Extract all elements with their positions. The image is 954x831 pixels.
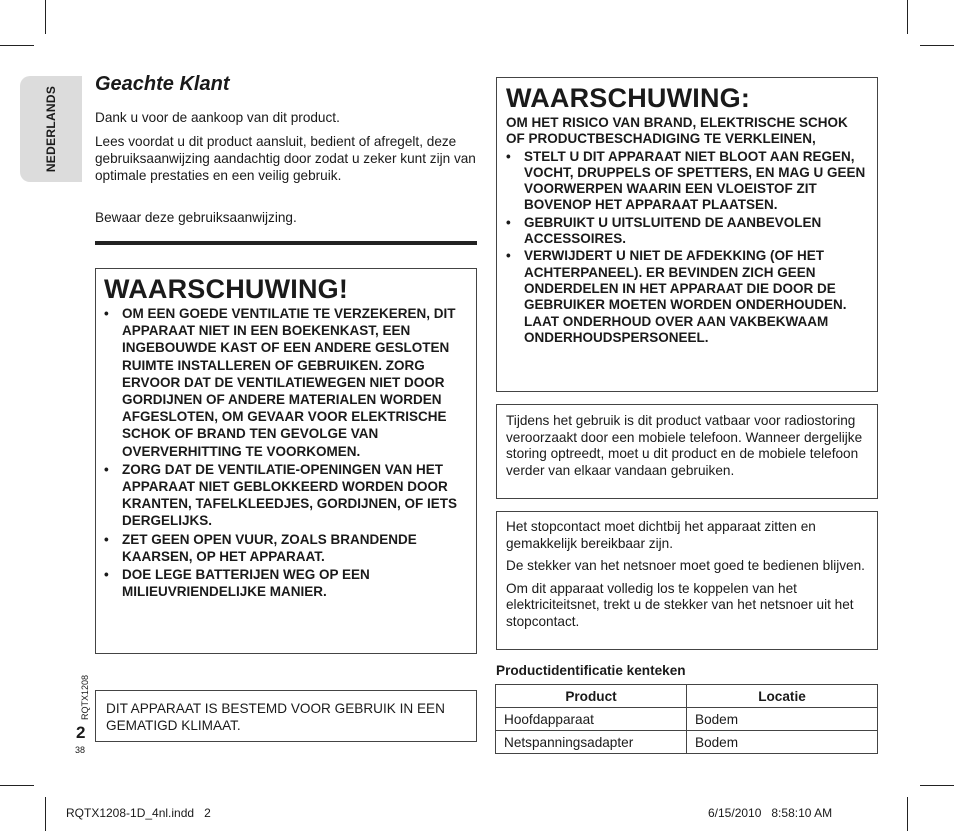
crop-mark bbox=[45, 797, 46, 831]
table-cell: Bodem bbox=[687, 708, 878, 731]
product-id-table bbox=[495, 684, 878, 754]
keep-manual-paragraph: Bewaar deze gebruiksaanwijzing. bbox=[95, 210, 297, 225]
crop-mark bbox=[45, 0, 46, 34]
plug-note-box bbox=[496, 511, 878, 650]
table-header-row bbox=[496, 685, 878, 708]
footer-file: RQTX1208-1D_4nl.indd 2 bbox=[66, 806, 211, 820]
crop-mark bbox=[0, 785, 34, 786]
doc-code: RQTX1208 bbox=[80, 674, 90, 720]
instructions-paragraph: Lees voordat u dit product aansluit, bedient of afregelt, deze gebruiksaanwijzing aandachtig door zodat u zeker kunt zijn van optimale prestaties en een veilig gebruik. bbox=[95, 134, 476, 183]
warning-item: • STELT U DIT APPARAAT NIET BLOOT AAN REGEN, VOCHT, DRUPPELS OF SPETTERS, EN MAG U GEEN VOORWERPEN WAARIN EEN VLOEISTOF ZIT BOVENOP HET APPARAAT PLAATSEN. bbox=[506, 149, 868, 214]
warning-item: • ZET GEEN OPEN VUUR, ZOALS BRANDENDE KAARSEN, OP HET APPARAAT. bbox=[104, 531, 467, 565]
crop-mark bbox=[920, 45, 954, 46]
plug-note: Het stopcontact moet dichtbij het apparaat zitten en gemakkelijk bereikbaar zijn. bbox=[506, 519, 816, 551]
section-divider bbox=[95, 241, 477, 245]
plug-note: De stekker van het netsnoer moet goed te bedienen blijven. bbox=[506, 558, 865, 573]
table-cell: Hoofdapparaat bbox=[496, 708, 687, 731]
crop-mark bbox=[907, 797, 908, 831]
electric-warning-box bbox=[496, 77, 878, 392]
warning-list bbox=[104, 305, 467, 600]
table-row bbox=[496, 708, 878, 731]
language-tab bbox=[20, 76, 82, 182]
phone-note: Tijdens het gebruik is dit product vatbaar voor radiostoring veroorzaakt door een mobiele telefoon. Wanneer dergelijke storing optreedt, moet u dit product en de mobiele telefoon verder van elkaar vandaan gebruiken. bbox=[506, 413, 863, 478]
climate-note: DIT APPARAAT IS BESTEMD VOOR GEBRUIK IN EEN GEMATIGD KLIMAAT. bbox=[106, 701, 445, 733]
table-cell: Bodem bbox=[687, 731, 878, 754]
plug-note: Om dit apparaat volledig los te koppelen van het elektriciteitsnet, trekt u de stekker van het netsnoer uit het stopcontact. bbox=[506, 580, 854, 629]
warning-title: WAARSCHUWING: bbox=[506, 83, 751, 113]
table-title: Productidentificatie kenteken bbox=[496, 663, 686, 678]
crop-mark bbox=[907, 0, 908, 34]
warning-item: • ZORG DAT DE VENTILATIE-OPENINGEN VAN HET APPARAAT NIET GEBLOKKEERD WORDEN DOOR KRANTEN, TAFELKLEEDJES, GORDIJNEN, OF IETS DERGELIJKS. bbox=[104, 461, 467, 530]
warning-list bbox=[506, 149, 868, 347]
column-header: Locatie bbox=[687, 685, 878, 708]
column-header: Product bbox=[496, 685, 687, 708]
page-number: 2 bbox=[76, 723, 86, 742]
warning-intro: OM HET RISICO VAN BRAND, ELEKTRISCHE SCHOK OF PRODUCTBESCHADIGING TE VERKLEINEN, bbox=[506, 115, 848, 147]
warning-item: • GEBRUIKT U UITSLUITEND DE AANBEVOLEN ACCESSOIRES. bbox=[506, 215, 868, 248]
table-row bbox=[496, 731, 878, 754]
table-cell: Netspanningsadapter bbox=[496, 731, 687, 754]
crop-mark bbox=[920, 785, 954, 786]
warning-title: WAARSCHUWING! bbox=[104, 274, 349, 304]
greeting-heading: Geachte Klant bbox=[95, 73, 230, 95]
intro-paragraph: Dank u voor de aankoop van dit product. bbox=[95, 110, 340, 125]
climate-note-box bbox=[95, 690, 477, 742]
footer-timestamp: 6/15/2010 8:58:10 AM bbox=[708, 806, 833, 820]
language-label: NEDERLANDS bbox=[44, 85, 58, 173]
warning-item: • OM EEN GOEDE VENTILATIE TE VERZEKEREN, DIT APPARAAT NIET IN EEN BOEKENKAST, EEN INGEBOUWDE KAST OF EEN ANDERE GESLOTEN RUIMTE INSTALLEREN OF GEBRUIKEN. ZORG ERVOOR DAT DE VENTILATIEWEGEN NIET DOOR GORDIJNEN OF ANDERE MATERIALEN WORDEN AFGESLOTEN, OM GEVAAR VOOR ELEKTRISCHE SCHOK OF BRAND TEN GEVOLGE VAN OVERVERHITTING TE VOORKOMEN. bbox=[104, 305, 467, 460]
ventilation-warning-box bbox=[95, 268, 477, 654]
phone-note-box bbox=[496, 404, 878, 499]
page-sub-number: 38 bbox=[75, 745, 86, 755]
crop-mark bbox=[0, 45, 34, 46]
warning-item: • DOE LEGE BATTERIJEN WEG OP EEN MILIEUVRIENDELIJKE MANIER. bbox=[104, 566, 467, 600]
warning-item: • VERWIJDERT U NIET DE AFDEKKING (OF HET ACHTERPANEEL). ER BEVINDEN ZICH GEEN ONDERDELEN IN HET APPARAAT DIE DOOR DE GEBRUIKER MOETEN WORDEN ONDERHOUDEN. LAAT ONDERHOUD OVER AAN VAKBEKWAAM ONDERHOUDSPERSONEEL. bbox=[506, 248, 868, 346]
